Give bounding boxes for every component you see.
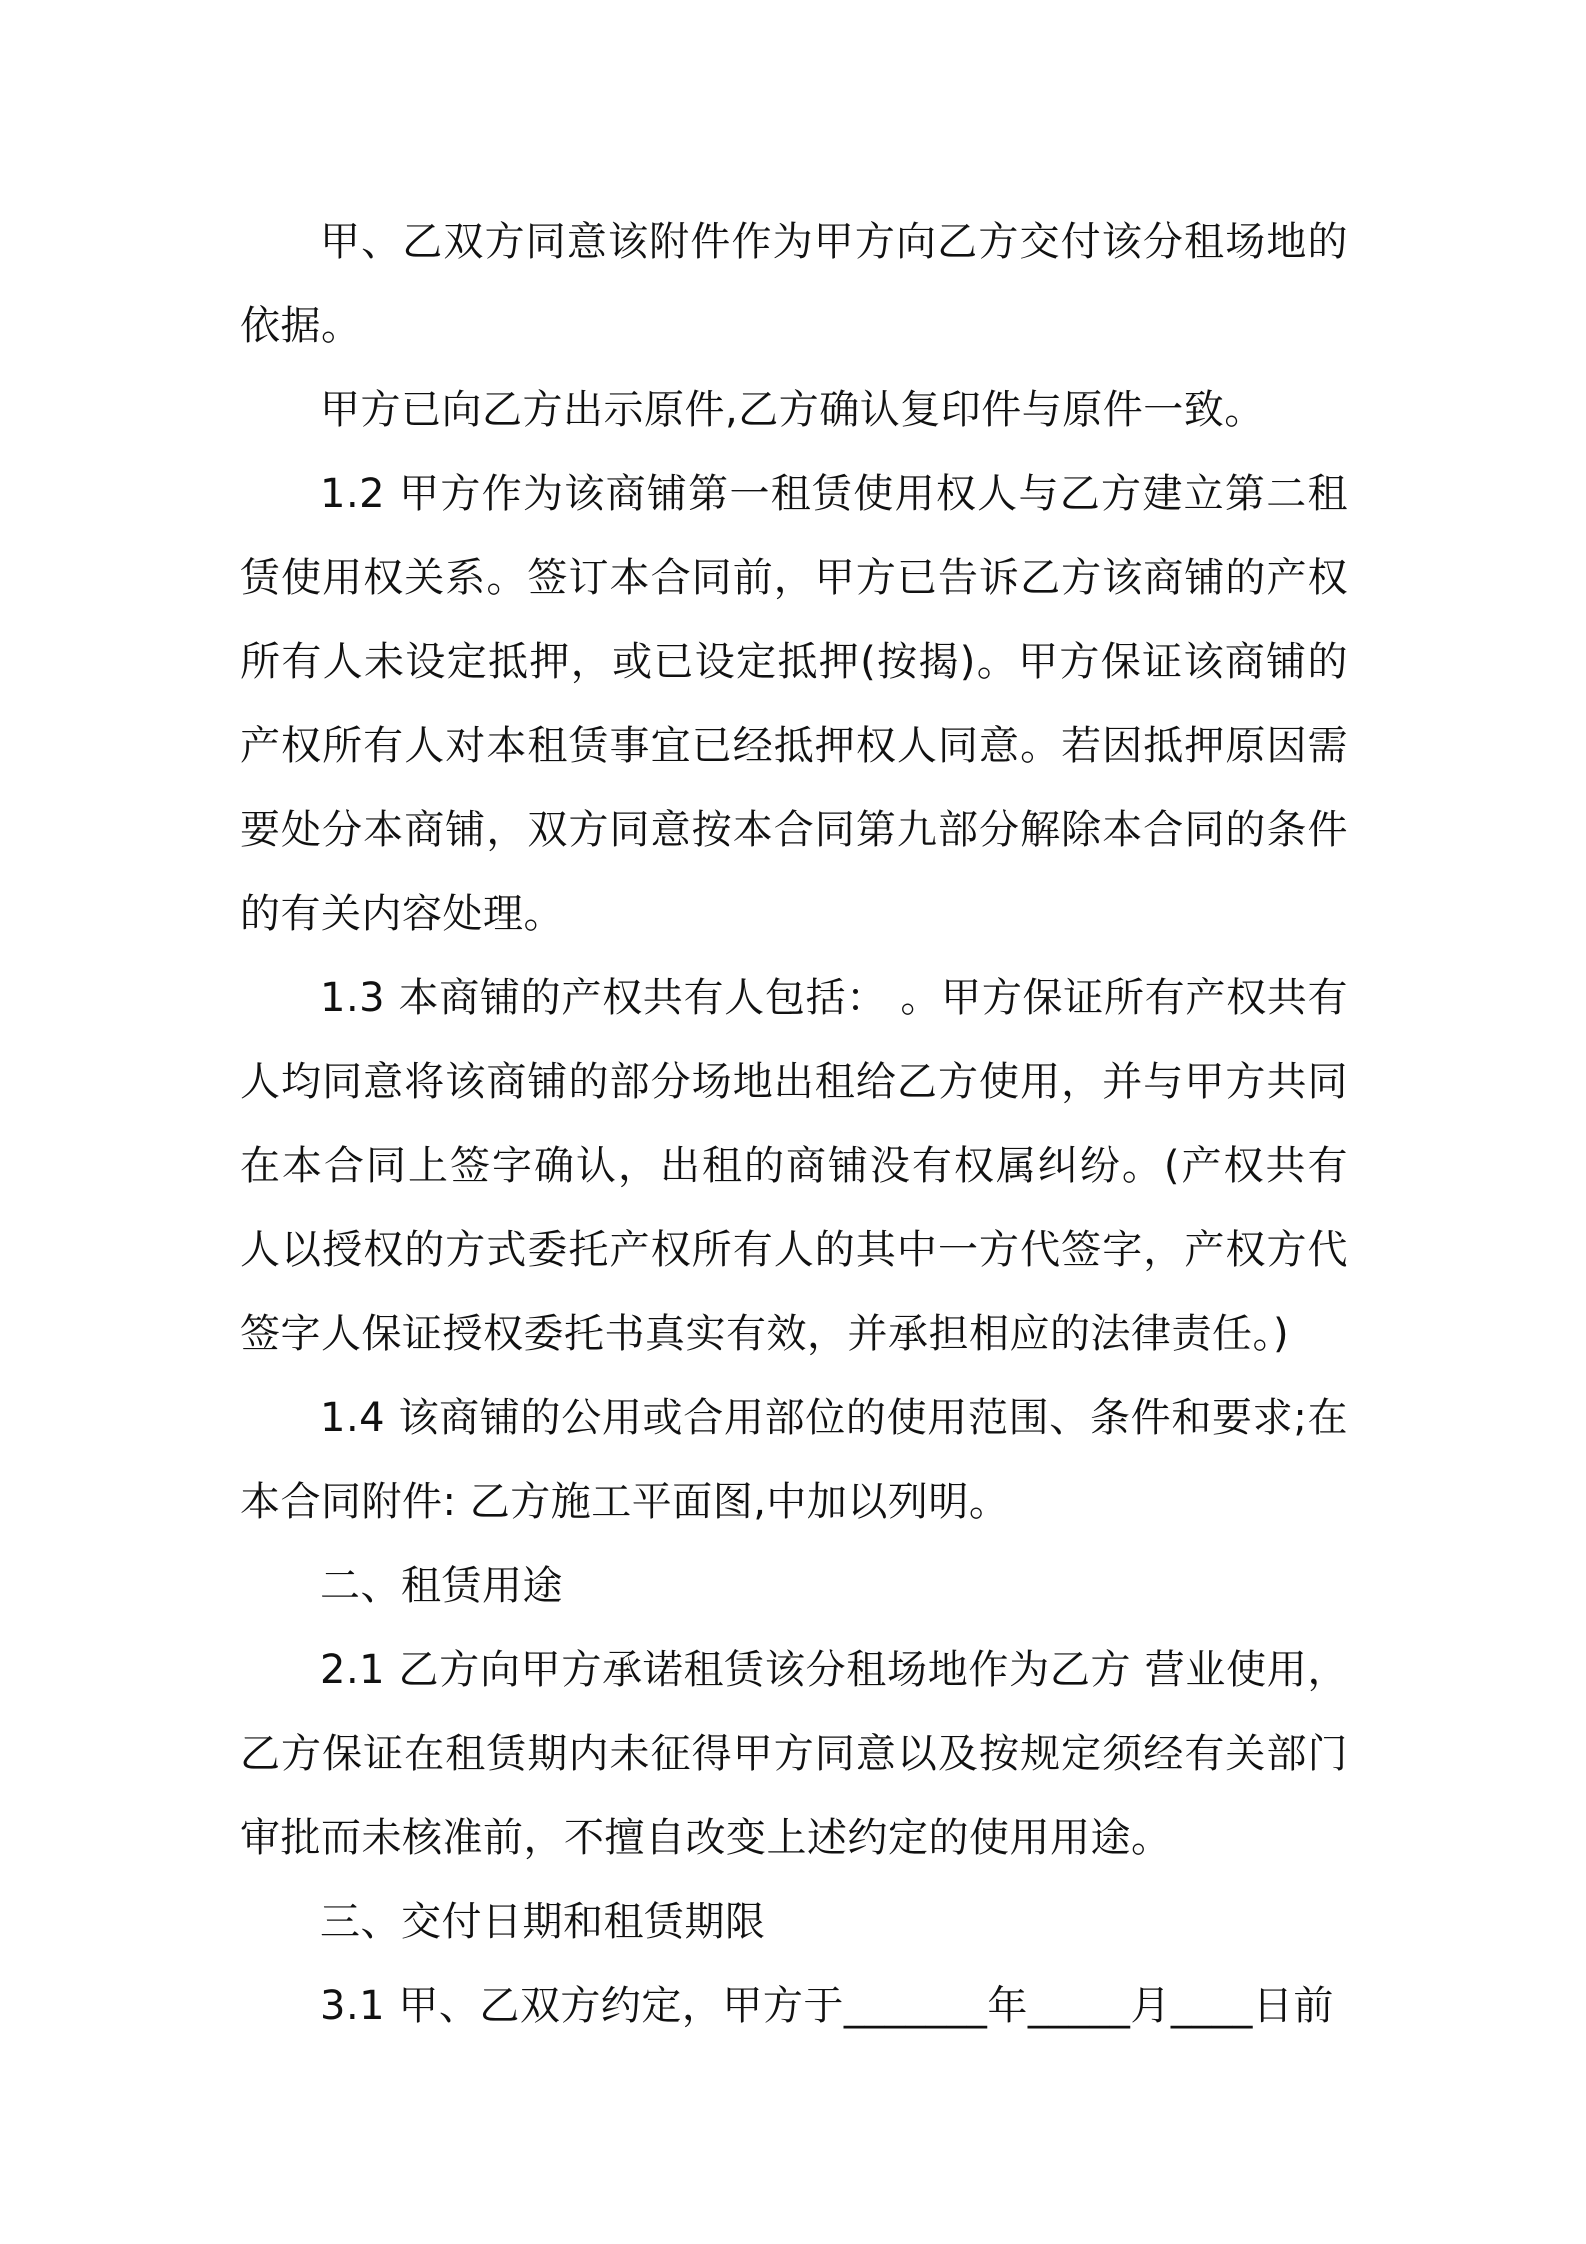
paragraph: 甲、乙双方同意该附件作为甲方向乙方交付该分租场地的依据。 [240,219,1348,349]
paragraph: 1.3 本商铺的产权共有人包括： 。甲方保证所有产权共有人均同意将该商铺的部分场地出租给乙方使用，并与甲方共同在本合同上签字确认，出租的商铺没有权属纠纷。(产权共有人以授权的方式委托产权所有人的其中一方代签字，产权方代签字人保证授权委托书真实有效，并承担相应的法律责任。) [240,975,1348,1357]
paragraph: 2.1 乙方向甲方承诺租赁该分租场地作为乙方 营业使用，乙方保证在租赁期内未征得甲方同意以及按规定须经有关部门审批而未核准前，不擅自改变上述约定的使用用途。 [240,1647,1348,1861]
section-heading: 二、租赁用途 [320,1563,563,1609]
paragraph: 甲方已向乙方出示原件,乙方确认复印件与原件一致。 [320,387,1265,433]
document-body [240,200,1348,2048]
paragraph: 1.4 该商铺的公用或合用部位的使用范围、条件和要求;在本合同附件: 乙方施工平面图,中加以列明。 [240,1395,1348,1525]
paragraph: 1.2 甲方作为该商铺第一租赁使用权人与乙方建立第二租赁使用权关系。签订本合同前，甲方已告诉乙方该商铺的产权所有人未设定抵押，或已设定抵押(按揭)。甲方保证该商铺的产权所有人对本租赁事宜已经抵押权人同意。若因抵押原因需要处分本商铺，双方同意按本合同第九部分解除本合同的条件的有关内容处理。 [240,471,1348,937]
section-heading: 三、交付日期和租赁期限 [320,1899,766,1945]
paragraph: 3.1 甲、乙双方约定，甲方于_______年_____月____日前 [320,1983,1334,2029]
